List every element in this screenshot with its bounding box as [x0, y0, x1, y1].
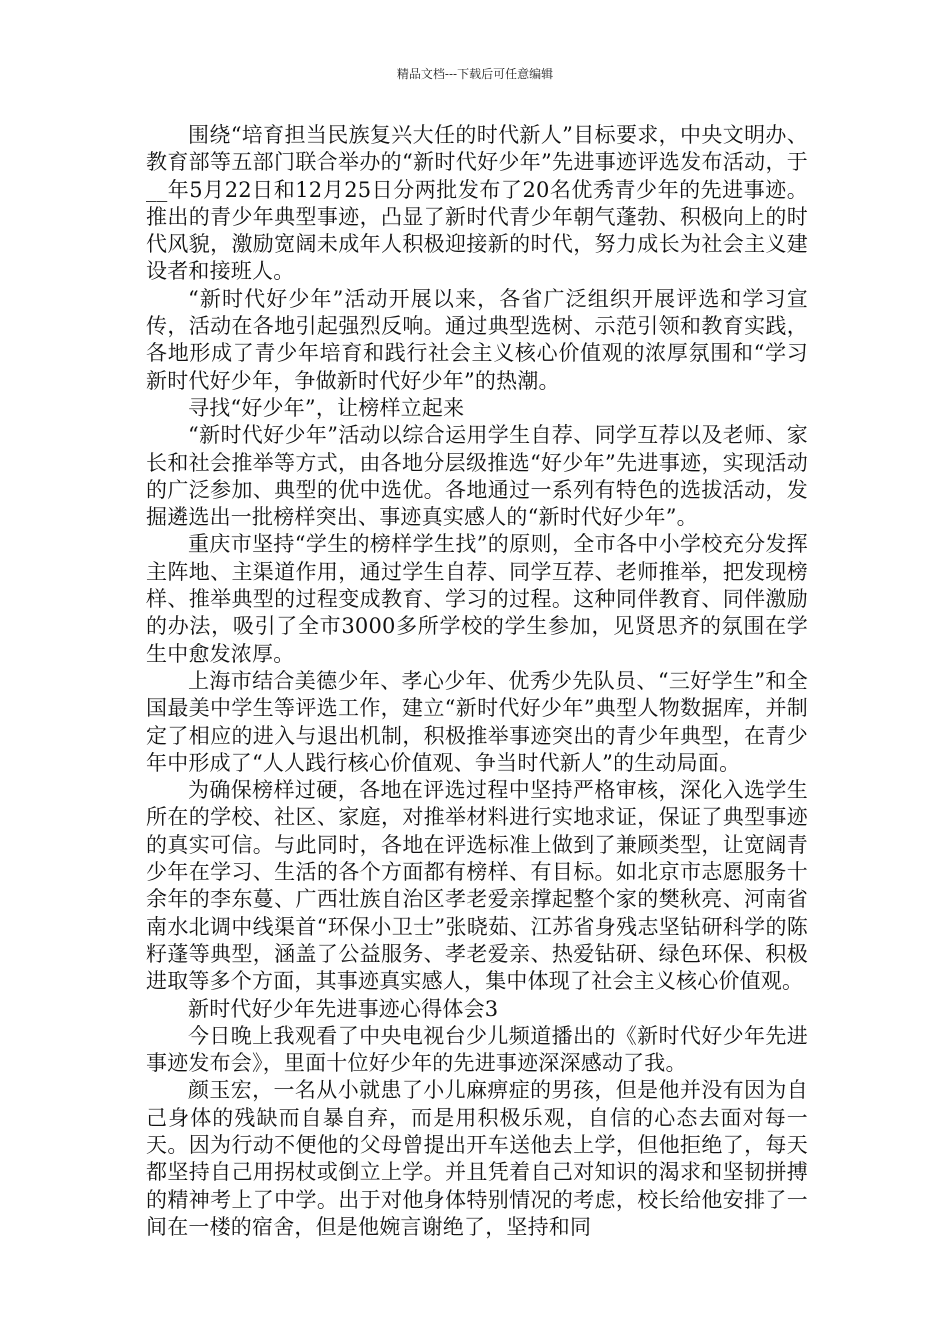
page-header: 精品文档---下载后可任意编辑: [396, 67, 554, 81]
paragraph: 围绕“培育担当民族复兴大任的时代新人”目标要求，中央文明办、教育部等五部门联合举办的“新时代好少年”先进事迹评选发布活动，于__年5月22日和12月25日分两批发布了20名优秀青少年的先进事迹。推出的青少年典型事迹，凸显了新时代青少年朝气蓬勃、积极向上的时代风貌，激励宽阔未成年人积极迎接新的时代，努力成长为社会主义建设者和接班人。: [146, 123, 808, 284]
document-body: [146, 122, 808, 1241]
section-heading: 寻找“好少年”，让榜样立起来: [188, 395, 465, 420]
paragraph: 颜玉宏，一名从小就患了小儿麻痹症的男孩，但是他并没有因为自己身体的残缺而自暴自弃，而是用积极乐观，自信的心态去面对每一天。因为行动不便他的父母曾提出开车送他去上学，但他拒绝了，每天都坚持自己用拐杖或倒立上学。并且凭着自己对知识的渴求和坚韧拼搏的精神考上了中学。出于对他身体特别情况的考虑，校长给他安排了一间在一楼的宿舍，但是他婉言谢绝了，坚持和同: [146, 1078, 808, 1239]
paragraph: 今日晚上我观看了中央电视台少儿频道播出的《新时代好少年先进事迹发布会》，里面十位好少年的先进事迹深深感动了我。: [146, 1023, 808, 1076]
section-heading: 新时代好少年先进事迹心得体会3: [188, 996, 499, 1021]
paragraph: 为确保榜样过硬，各地在评选过程中坚持严格审核，深化入选学生所在的学校、社区、家庭，对推举材料进行实地求证，保证了典型事迹的真实可信。与此同时，各地在评选标准上做到了兼顾类型，让宽阔青少年在学习、生活的各个方面都有榜样、有目标。如北京市志愿服务十余年的李东蔓、广西壮族自治区孝老爱亲撑起整个家的樊秋亮、河南省南水北调中线渠首“环保小卫士”张晓茹、江苏省身残志坚钻研科学的陈籽蓬等典型，涵盖了公益服务、孝老爱亲、热爱钻研、绿色环保、积极进取等多个方面，其事迹真实感人，集中体现了社会主义核心价值观。: [146, 778, 808, 994]
paragraph: “新时代好少年”活动以综合运用学生自荐、同学互荐以及老师、家长和社会推举等方式，由各地分层级推选“好少年”先进事迹，实现活动的广泛参加、典型的优中选优。各地通过一系列有特色的选拔活动，发掘遴选出一批榜样突出、事迹真实感人的“新时代好少年”。: [146, 423, 808, 530]
paragraph: “新时代好少年”活动开展以来，各省广泛组织开展评选和学习宣传，活动在各地引起强烈反响。通过典型选树、示范引领和教育实践，各地形成了青少年培育和践行社会主义核心价值观的浓厚氛围和“学习新时代好少年，争做新时代好少年”的热潮。: [146, 286, 808, 393]
paragraph: 上海市结合美德少年、孝心少年、优秀少先队员、“三好学生”和全国最美中学生等评选工作，建立“新时代好少年”典型人物数据库，并制定了相应的进入与退出机制，积极推举事迹突出的青少年典型，在青少年中形成了“人人践行核心价值观、争当时代新人”的生动局面。: [146, 668, 808, 775]
paragraph: 重庆市坚持“学生的榜样学生找”的原则，全市各中小学校充分发挥主阵地、主渠道作用，通过学生自荐、同学互荐、老师推举，把发现榜样、推举典型的过程变成教育、学习的过程。这种同伴教育、同伴激励的办法，吸引了全市3000多所学校的学生参加，见贤思齐的氛围在学生中愈发浓厚。: [146, 532, 808, 666]
